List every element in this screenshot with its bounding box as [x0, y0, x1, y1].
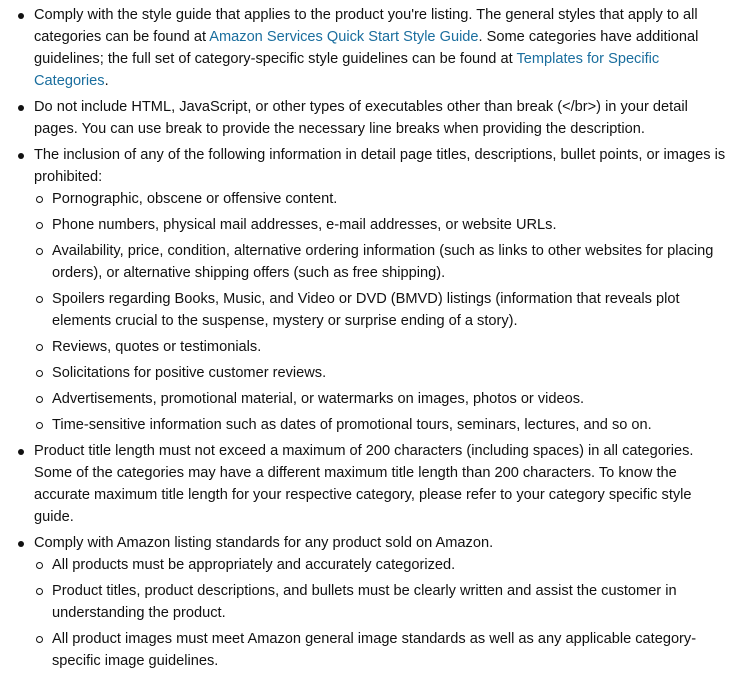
- sub-list-item: [52, 288, 726, 332]
- bullet-dot-icon: [18, 13, 24, 19]
- templates-for-specific-categories-link[interactable]: Templates for Specific Categories: [34, 51, 660, 89]
- sub-list-item: [52, 336, 726, 358]
- sub-item-text: All product images must meet Amazon general image standards as well as any applicable category-specific image guidelines.: [52, 631, 697, 669]
- bullet-circle-icon: [36, 636, 43, 643]
- bullet-circle-icon: [36, 196, 43, 203]
- prohibited-content-list: [34, 188, 726, 436]
- sub-item-text: Solicitations for positive customer reviews.: [52, 365, 327, 381]
- bullet-circle-icon: [36, 296, 43, 303]
- bullet-dot-icon: [18, 449, 24, 455]
- list-item: [34, 532, 726, 672]
- sub-item-text: Advertisements, promotional material, or watermarks on images, photos or videos.: [52, 391, 585, 407]
- bullet-dot-icon: [18, 105, 24, 111]
- bullet-circle-icon: [36, 422, 43, 429]
- list-item: [34, 96, 726, 140]
- bullet-circle-icon: [36, 248, 43, 255]
- sub-item-text: Availability, price, condition, alternative ordering information (such as links to other websites for placing orders), or alternative shipping offers (such as free shipping).: [52, 243, 714, 281]
- sub-list-item: [52, 388, 726, 410]
- sub-item-text: Pornographic, obscene or offensive content.: [52, 191, 338, 207]
- listing-standards-list: [34, 554, 726, 672]
- sub-item-text: Spoilers regarding Books, Music, and Video or DVD (BMVD) listings (information that reveals plot elements crucial to the suspense, mystery or surprise ending of a story).: [52, 291, 680, 329]
- sub-list-item: [52, 580, 726, 624]
- bullet-dot-icon: [18, 541, 24, 547]
- bullet-circle-icon: [36, 222, 43, 229]
- sub-item-text: Phone numbers, physical mail addresses, e-mail addresses, or website URLs.: [52, 217, 557, 233]
- bullet-circle-icon: [36, 344, 43, 351]
- item-text: The inclusion of any of the following information in detail page titles, descriptions, bullet points, or images is prohibited:: [34, 147, 726, 185]
- list-item: [34, 4, 726, 92]
- bullet-circle-icon: [36, 370, 43, 377]
- sub-item-text: Product titles, product descriptions, and bullets must be clearly written and assist the customer in understanding the product.: [52, 583, 677, 621]
- item-text: Do not include HTML, JavaScript, or other types of executables other than break (</br>) in your detail pages. You can use break to provide the necessary line breaks when providing the description.: [34, 99, 688, 137]
- bullet-dot-icon: [18, 153, 24, 159]
- sub-list-item: [52, 628, 726, 672]
- guidelines-list: [0, 4, 726, 672]
- sub-item-text: Time-sensitive information such as dates of promotional tours, seminars, lectures, and so on.: [52, 417, 652, 433]
- item-text: Product title length must not exceed a maximum of 200 characters (including spaces) in all categories. Some of the categories may have a different maximum title length than 200 characters. To know the accurate maximum title length for your respective category, please refer to your category specific style guide.: [34, 443, 694, 525]
- item-text: Comply with Amazon listing standards for any product sold on Amazon.: [34, 535, 494, 551]
- list-item: [34, 144, 726, 436]
- list-item: [34, 440, 726, 528]
- bullet-circle-icon: [36, 588, 43, 595]
- item-text: . Some categories have additional guidelines; the full set of category-specific style guidelines can be found at: [34, 29, 699, 67]
- quick-start-style-guide-link[interactable]: Amazon Services Quick Start Style Guide: [209, 29, 479, 45]
- bullet-circle-icon: [36, 396, 43, 403]
- item-text: .: [104, 73, 109, 89]
- sub-list-item: [52, 240, 726, 284]
- bullet-circle-icon: [36, 562, 43, 569]
- item-text: Comply with the style guide that applies to the product you're listing. The general styles that apply to all categories can be found at: [34, 7, 698, 45]
- sub-item-text: All products must be appropriately and accurately categorized.: [52, 557, 456, 573]
- sub-list-item: [52, 188, 726, 210]
- sub-list-item: [52, 362, 726, 384]
- sub-list-item: [52, 414, 726, 436]
- sub-item-text: Reviews, quotes or testimonials.: [52, 339, 262, 355]
- sub-list-item: [52, 214, 726, 236]
- sub-list-item: [52, 554, 726, 576]
